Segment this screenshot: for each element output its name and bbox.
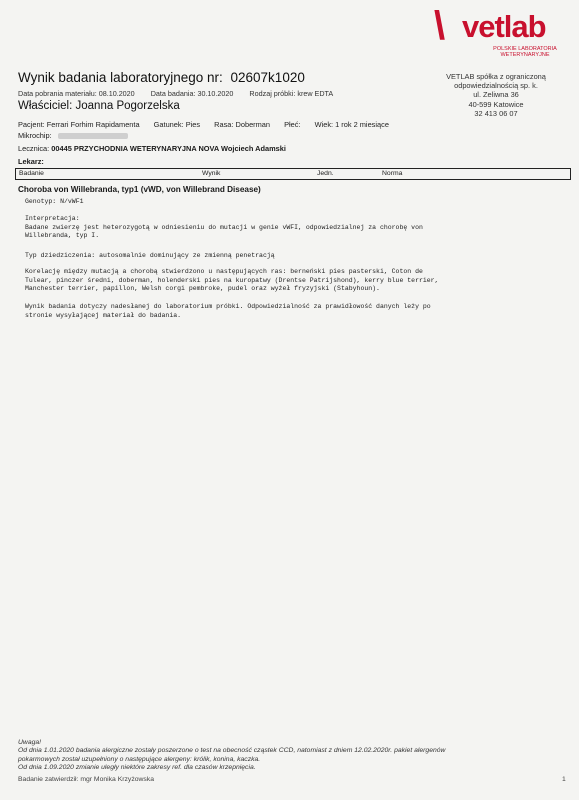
patient-age: Wiek: 1 rok 2 miesiące bbox=[314, 120, 389, 129]
patient-name: Pacjent: Ferrari Forhim Rapidamenta bbox=[18, 120, 140, 129]
correlation-text: Tulear, pinczer średni, doberman, holenderski pies na kuropatwy (Drentse Patrijshond), kerry blue terrier, bbox=[25, 276, 439, 284]
footer-text: pokarmowych został uzupełniony o następujące alergeny: królik, konina, kaczka. bbox=[18, 755, 261, 763]
col-result: Wynik bbox=[202, 170, 221, 177]
doctor-label: Lekarz: bbox=[18, 157, 44, 166]
footer-warning: Uwaga! bbox=[18, 739, 42, 746]
test-date: Data badania: 30.10.2020 bbox=[150, 89, 234, 98]
interpretation bbox=[25, 215, 555, 241]
footer-notice bbox=[18, 739, 538, 773]
report-number: 02607k1020 bbox=[230, 70, 305, 85]
correlation-text: Manchester terrier, papillon, Welsh corgi pembroke, pudel oraz wyżeł fryzyjski (Stabyhoun). bbox=[25, 285, 380, 293]
company-address bbox=[420, 72, 572, 118]
logo-subtitle-line2: WETERYNARYJNE bbox=[500, 52, 550, 58]
footer-text: Od dnia 1.09.2020 zmianie uległy niektóre zakresy ref. dla czasów krzepnięcia. bbox=[18, 764, 256, 772]
patient-breed: Rasa: Doberman bbox=[214, 120, 271, 129]
clinic-line bbox=[18, 144, 286, 153]
report-title-label: Wynik badania laboratoryjnego nr: bbox=[18, 70, 223, 85]
logo-subtitle bbox=[480, 46, 570, 58]
col-norm: Norma bbox=[382, 170, 403, 177]
doctor-line bbox=[18, 157, 44, 166]
company-line: 40-599 Katowice bbox=[468, 99, 524, 109]
col-test: Badanie bbox=[19, 170, 44, 177]
company-line: odpowiedzialnością sp. k. bbox=[454, 81, 538, 91]
microchip-label: Mikrochip: bbox=[18, 131, 52, 140]
breed-correlation bbox=[25, 268, 555, 294]
clinic-name: 00445 PRZYCHODNIA WETERYNARYJNA NOVA Wojciech Adamski bbox=[51, 144, 286, 153]
note-text: Wynik badania dotyczy nadesłanej do laboratorium próbki. Odpowiedzialność za prawidłowość danych leży po bbox=[25, 303, 431, 310]
genotype: Genotyp: N/vWF1 bbox=[25, 198, 84, 205]
report-dates bbox=[18, 89, 347, 98]
note-text: stronie wysyłającej materiał do badania. bbox=[25, 311, 182, 319]
interpretation-text: Willebranda, typ I. bbox=[25, 232, 100, 240]
sample-type: Rodzaj próbki: krew EDTA bbox=[249, 89, 334, 98]
owner-line bbox=[18, 100, 180, 112]
patient-info bbox=[18, 120, 401, 129]
microchip-line bbox=[18, 131, 128, 140]
approved-by: Badanie zatwierdził: mgr Monika Krzyżowska bbox=[18, 776, 154, 783]
owner-name: Joanna Pogorzelska bbox=[75, 100, 180, 112]
interpretation-label: Interpretacja: bbox=[25, 215, 80, 222]
results-table-header bbox=[15, 168, 571, 180]
logo-x-mark: \ bbox=[434, 4, 446, 48]
footer-text: Od dnia 1.01.2020 badania alergiczne zostały poszerzone o test na obecność cząstek CCD, natomiast z dniem 12.02.2020r. pakiet alergenów bbox=[18, 747, 446, 755]
collection-date: Data pobrania materiału: 08.10.2020 bbox=[18, 89, 135, 98]
patient-sex: Płeć: bbox=[284, 120, 301, 129]
vetlab-logo bbox=[432, 4, 572, 64]
owner-label: Właściciel: bbox=[18, 100, 73, 112]
responsibility-note bbox=[25, 303, 555, 320]
report-title bbox=[18, 70, 305, 85]
microchip-redacted bbox=[58, 133, 128, 139]
logo-brand: vetlab bbox=[462, 9, 546, 44]
page-number: 1 bbox=[562, 776, 566, 783]
company-phone: 32 413 06 07 bbox=[474, 108, 518, 118]
logo-subtitle-line1: POLSKIE LABORATORIA bbox=[493, 46, 557, 52]
inheritance-type: Typ dziedziczenia: autosomalnie dominujący ze zmienną penetracją bbox=[25, 252, 275, 259]
clinic-label: Lecznica: bbox=[18, 144, 50, 153]
interpretation-text: Badane zwierzę jest heterozygotą w odniesieniu do mutacji w genie vWFI, odpowiedzialnej za chorobę von bbox=[25, 223, 423, 231]
test-title: Choroba von Willebranda, typ1 (vWD, von Willebrand Disease) bbox=[18, 185, 261, 194]
col-unit: Jedn. bbox=[317, 170, 334, 177]
patient-species: Gatunek: Pies bbox=[153, 120, 201, 129]
company-line: ul. Zeliwna 36 bbox=[473, 90, 519, 100]
company-line: VETLAB spółka z ograniczoną bbox=[446, 72, 546, 81]
correlation-text: Korelację między mutacją a chorobą stwierdzono u następujących ras: berneński pies pasterski, Coton de bbox=[25, 268, 423, 275]
